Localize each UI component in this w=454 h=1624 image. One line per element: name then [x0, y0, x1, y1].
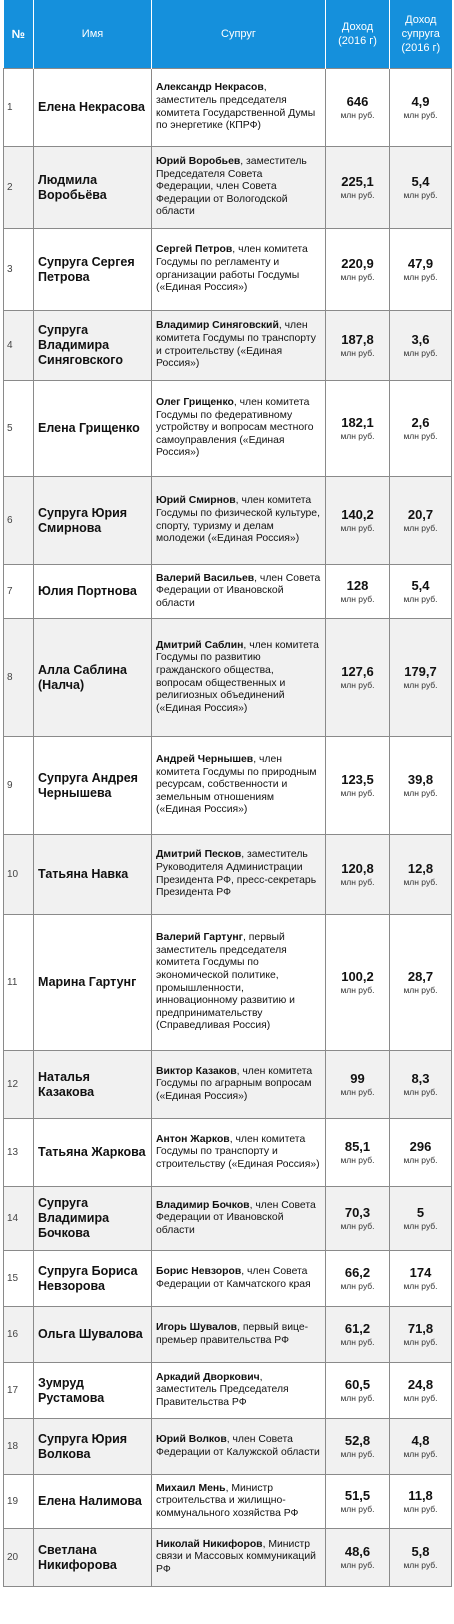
spouse-cell	[152, 1119, 326, 1187]
income-unit: млн руб.	[340, 985, 375, 995]
spouse-income-cell	[390, 1419, 452, 1475]
income-unit: млн руб.	[340, 523, 375, 533]
income-cell	[326, 915, 390, 1051]
income-value: 646	[346, 94, 369, 109]
row-number: 2	[4, 147, 34, 229]
table-row	[4, 835, 452, 915]
income-table	[3, 0, 452, 1587]
spouse-cell	[152, 147, 326, 229]
table-row	[4, 1307, 452, 1363]
spouse-cell	[152, 1187, 326, 1251]
income-unit: млн руб.	[340, 1281, 375, 1291]
spouse-income-cell	[390, 381, 452, 477]
spouse-cell	[152, 1363, 326, 1419]
income-cell	[326, 1363, 390, 1419]
table-row	[4, 381, 452, 477]
row-number: 3	[4, 229, 34, 311]
spouse-name: Дмитрий Песков	[156, 849, 242, 861]
spouse-name: Виктор Казаков	[156, 1065, 237, 1077]
row-number: 4	[4, 311, 34, 381]
spouse-income-cell	[390, 1529, 452, 1587]
income-unit: млн руб.	[340, 272, 375, 282]
spouse-description: , заместитель Председателя Совета Федерации, член Совета Федерации от Вологодской области	[156, 156, 307, 218]
spouse-description: , член Совета Федерации от Ивановской области	[156, 572, 321, 609]
person-name: Алла Саблина (Налча)	[34, 619, 152, 737]
spouse-income-unit: млн руб.	[403, 523, 438, 533]
row-number: 11	[4, 915, 34, 1051]
spouse-name: Николай Никифоров	[156, 1538, 263, 1550]
person-name: Супруга Юрия Волкова	[34, 1419, 152, 1475]
table-row	[4, 311, 452, 381]
person-name: Людмила Воробьёва	[34, 147, 152, 229]
spouse-income-unit: млн руб.	[403, 272, 438, 282]
income-cell	[326, 565, 390, 619]
income-value: 100,2	[341, 969, 374, 984]
spouse-description: , член комитета Госдумы по физической культуре, спорту, туризму и делам молодежи («Единая Россия»)	[156, 495, 320, 545]
person-name: Супруга Владимира Синяговского	[34, 311, 152, 381]
spouse-name: Михаил Мень	[156, 1482, 226, 1494]
spouse-description: , заместитель Руководителя Администрации Президента РФ, пресс-секретарь Президента РФ	[156, 849, 317, 899]
table-row	[4, 737, 452, 835]
spouse-income-value: 5,8	[411, 1544, 430, 1559]
spouse-cell	[152, 737, 326, 835]
table-row	[4, 147, 452, 229]
spouse-income-unit: млн руб.	[403, 1449, 438, 1459]
income-cell	[326, 835, 390, 915]
income-value: 51,5	[344, 1488, 371, 1503]
person-name: Супруга Сергея Петрова	[34, 229, 152, 311]
income-value: 127,6	[341, 664, 374, 679]
income-unit: млн руб.	[340, 1449, 375, 1459]
income-value: 48,6	[344, 1544, 371, 1559]
spouse-name: Валерий Гартунг	[156, 932, 244, 944]
person-name: Супруга Юрия Смирнова	[34, 477, 152, 565]
row-number: 1	[4, 69, 34, 147]
spouse-income-value: 8,3	[411, 1071, 430, 1086]
table-row	[4, 477, 452, 565]
spouse-name: Антон Жарков	[156, 1133, 230, 1145]
spouse-description: , член комитета Госдумы по регламенту и организации работы Госдумы («Единая Россия»)	[156, 244, 308, 294]
spouse-cell	[152, 311, 326, 381]
spouse-income-value: 179,7	[404, 664, 437, 679]
row-number: 19	[4, 1475, 34, 1529]
income-cell	[326, 619, 390, 737]
spouse-income-unit: млн руб.	[403, 110, 438, 120]
spouse-cell	[152, 1307, 326, 1363]
income-cell	[326, 1307, 390, 1363]
spouse-income-value: 3,6	[411, 332, 430, 347]
spouse-income-cell	[390, 619, 452, 737]
spouse-description: , член Совета Федерации от Калужской области	[156, 1433, 320, 1458]
income-cell	[326, 229, 390, 311]
spouse-income-cell	[390, 1187, 452, 1251]
spouse-name: Андрей Чернышев	[156, 754, 254, 766]
spouse-income-cell	[390, 311, 452, 381]
spouse-description: , член комитета Госдумы по федеративному устройству и вопросам местного самоуправления («Единая Россия»)	[156, 397, 314, 459]
spouse-income-value: 20,7	[407, 507, 434, 522]
spouse-income-cell	[390, 477, 452, 565]
row-number: 20	[4, 1529, 34, 1587]
row-number: 17	[4, 1363, 34, 1419]
table-row	[4, 1529, 452, 1587]
income-unit: млн руб.	[340, 431, 375, 441]
spouse-description: , член комитета Госдумы по транспорту и строительству («Единая Россия»)	[156, 1133, 320, 1170]
row-number: 13	[4, 1119, 34, 1187]
spouse-income-cell	[390, 1307, 452, 1363]
spouse-income-unit: млн руб.	[403, 348, 438, 358]
income-value: 128	[346, 578, 369, 593]
spouse-cell	[152, 619, 326, 737]
spouse-cell	[152, 1419, 326, 1475]
spouse-name: Юрий Смирнов	[156, 495, 236, 507]
row-number: 14	[4, 1187, 34, 1251]
income-value: 225,1	[341, 174, 374, 189]
spouse-income-cell	[390, 1119, 452, 1187]
person-name: Светлана Никифорова	[34, 1529, 152, 1587]
income-unit: млн руб.	[340, 1087, 375, 1097]
spouse-income-cell	[390, 1363, 452, 1419]
spouse-description: , член комитета Госдумы по транспорту и строительству («Единая Россия»)	[156, 320, 316, 370]
income-unit: млн руб.	[340, 1221, 375, 1231]
row-number: 18	[4, 1419, 34, 1475]
spouse-income-unit: млн руб.	[403, 680, 438, 690]
spouse-income-unit: млн руб.	[403, 1337, 438, 1347]
table-row	[4, 229, 452, 311]
income-unit: млн руб.	[340, 1337, 375, 1347]
spouse-income-unit: млн руб.	[403, 1504, 438, 1514]
income-value: 220,9	[341, 256, 374, 271]
spouse-income-unit: млн руб.	[403, 594, 438, 604]
income-unit: млн руб.	[340, 348, 375, 358]
table-row	[4, 1119, 452, 1187]
spouse-income-value: 5	[416, 1205, 425, 1220]
spouse-description: , член комитета Госдумы по развитию гражданского общества, вопросам общественных и религиозных объединений («Единая Россия»)	[156, 639, 319, 714]
table-row	[4, 69, 452, 147]
income-cell	[326, 381, 390, 477]
spouse-income-cell	[390, 69, 452, 147]
spouse-income-cell	[390, 835, 452, 915]
row-number: 15	[4, 1251, 34, 1307]
spouse-description: , заместитель Председателя Правительства РФ	[156, 1371, 289, 1408]
spouse-income-value: 174	[409, 1265, 432, 1280]
spouse-cell	[152, 229, 326, 311]
income-value: 99	[350, 1071, 365, 1086]
person-name: Супруга Владимира Бочкова	[34, 1187, 152, 1251]
spouse-income-unit: млн руб.	[403, 431, 438, 441]
spouse-cell	[152, 477, 326, 565]
income-cell	[326, 1051, 390, 1119]
spouse-description: , Министр связи и Массовых коммуникаций РФ	[156, 1538, 316, 1575]
spouse-income-value: 2,6	[411, 415, 430, 430]
income-value: 70,3	[344, 1205, 371, 1220]
spouse-description: , член комитета Госдумы по аграрным вопросам («Единая Россия»)	[156, 1065, 313, 1102]
person-name: Татьяна Жаркова	[34, 1119, 152, 1187]
row-number: 6	[4, 477, 34, 565]
spouse-income-unit: млн руб.	[403, 788, 438, 798]
spouse-name: Юрий Волков	[156, 1433, 227, 1445]
income-value: 140,2	[341, 507, 374, 522]
spouse-income-value: 11,8	[408, 1488, 433, 1503]
table-row	[4, 915, 452, 1051]
spouse-cell	[152, 381, 326, 477]
person-name: Татьяна Навка	[34, 835, 152, 915]
income-unit: млн руб.	[340, 110, 375, 120]
spouse-cell	[152, 1475, 326, 1529]
table-row	[4, 565, 452, 619]
spouse-income-cell	[390, 1051, 452, 1119]
income-cell	[326, 147, 390, 229]
income-unit: млн руб.	[340, 1393, 375, 1403]
spouse-description: , член Совета Федерации от Ивановской области	[156, 1199, 316, 1236]
spouse-cell	[152, 1529, 326, 1587]
income-value: 85,1	[344, 1139, 371, 1154]
spouse-income-cell	[390, 565, 452, 619]
spouse-income-value: 5,4	[411, 174, 430, 189]
income-unit: млн руб.	[340, 1560, 375, 1570]
income-value: 52,8	[344, 1433, 371, 1448]
person-name: Марина Гартунг	[34, 915, 152, 1051]
row-number: 7	[4, 565, 34, 619]
header-name: Имя	[34, 0, 152, 69]
income-value: 66,2	[344, 1265, 371, 1280]
income-cell	[326, 737, 390, 835]
spouse-income-unit: млн руб.	[403, 985, 438, 995]
spouse-cell	[152, 915, 326, 1051]
income-unit: млн руб.	[340, 788, 375, 798]
spouse-name: Дмитрий Саблин	[156, 639, 244, 651]
income-cell	[326, 477, 390, 565]
income-cell	[326, 1119, 390, 1187]
spouse-income-unit: млн руб.	[403, 1281, 438, 1291]
person-name: Наталья Казакова	[34, 1051, 152, 1119]
row-number: 8	[4, 619, 34, 737]
income-cell	[326, 1187, 390, 1251]
spouse-income-value: 28,7	[407, 969, 434, 984]
row-number: 16	[4, 1307, 34, 1363]
spouse-income-value: 4,9	[411, 94, 430, 109]
income-unit: млн руб.	[340, 680, 375, 690]
spouse-income-unit: млн руб.	[403, 190, 438, 200]
table-row	[4, 1187, 452, 1251]
person-name: Елена Налимова	[34, 1475, 152, 1529]
spouse-income-unit: млн руб.	[403, 1087, 438, 1097]
income-value: 60,5	[344, 1377, 371, 1392]
income-value: 120,8	[341, 861, 374, 876]
spouse-cell	[152, 1251, 326, 1307]
spouse-description: , первый заместитель председателя комитета Госдумы по экономической политике, промышленности, инновационному развитию и предпринимательству (Справедливая Россия)	[156, 932, 295, 1032]
spouse-income-cell	[390, 1251, 452, 1307]
table-row	[4, 1419, 452, 1475]
income-unit: млн руб.	[340, 1155, 375, 1165]
table-row	[4, 1251, 452, 1307]
spouse-name: Владимир Синяговский	[156, 320, 279, 332]
income-value: 61,2	[344, 1321, 371, 1336]
spouse-income-cell	[390, 1475, 452, 1529]
spouse-income-value: 296	[409, 1139, 432, 1154]
income-cell	[326, 1529, 390, 1587]
spouse-income-value: 24,8	[407, 1377, 434, 1392]
spouse-description: , член Совета Федерации от Камчатского края	[156, 1265, 311, 1290]
row-number: 12	[4, 1051, 34, 1119]
spouse-income-value: 5,4	[411, 578, 430, 593]
person-name: Зумруд Рустамова	[34, 1363, 152, 1419]
spouse-description: , член комитета Госдумы по природным ресурсам, собственности и земельным отношениям («Единая Россия»)	[156, 754, 317, 816]
spouse-name: Борис Невзоров	[156, 1265, 242, 1277]
spouse-name: Владимир Бочков	[156, 1199, 250, 1211]
spouse-income-unit: млн руб.	[403, 1560, 438, 1570]
table-row	[4, 619, 452, 737]
income-unit: млн руб.	[340, 190, 375, 200]
spouse-name: Юрий Воробьев	[156, 156, 241, 168]
spouse-description: , Министр строительства и жилищно-коммунального хозяйства РФ	[156, 1482, 299, 1519]
spouse-cell	[152, 565, 326, 619]
header-row	[4, 0, 452, 69]
header-number: №	[4, 0, 34, 69]
spouse-cell	[152, 69, 326, 147]
spouse-name: Александр Некрасов	[156, 82, 264, 94]
spouse-income-value: 71,8	[407, 1321, 434, 1336]
spouse-income-cell	[390, 229, 452, 311]
spouse-cell	[152, 1051, 326, 1119]
income-value: 187,8	[341, 332, 374, 347]
income-unit: млн руб.	[340, 1504, 375, 1514]
spouse-income-unit: млн руб.	[403, 1221, 438, 1231]
spouse-description: , первый вице-премьер правительства РФ	[156, 1321, 309, 1346]
person-name: Елена Некрасова	[34, 69, 152, 147]
spouse-income-value: 12,8	[407, 861, 434, 876]
spouse-income-value: 4,8	[411, 1433, 430, 1448]
income-cell	[326, 1251, 390, 1307]
income-value: 182,1	[341, 415, 374, 430]
income-unit: млн руб.	[340, 594, 375, 604]
income-cell	[326, 1475, 390, 1529]
income-cell	[326, 69, 390, 147]
row-number: 5	[4, 381, 34, 477]
spouse-name: Олег Грищенко	[156, 397, 234, 409]
spouse-name: Валерий Васильев	[156, 572, 255, 584]
person-name: Супруга Бориса Невзорова	[34, 1251, 152, 1307]
person-name: Супруга Андрея Чернышева	[34, 737, 152, 835]
header-spouse: Супруг	[152, 0, 326, 69]
spouse-income-cell	[390, 147, 452, 229]
table-body	[4, 69, 452, 1587]
income-value: 123,5	[341, 772, 374, 787]
spouse-income-unit: млн руб.	[403, 877, 438, 887]
spouse-cell	[152, 835, 326, 915]
spouse-name: Сергей Петров	[156, 244, 233, 256]
spouse-income-value: 47,9	[407, 256, 434, 271]
table-row	[4, 1475, 452, 1529]
spouse-income-unit: млн руб.	[403, 1393, 438, 1403]
header-income: Доход (2016 г)	[326, 0, 390, 69]
person-name: Юлия Портнова	[34, 565, 152, 619]
spouse-name: Игорь Шувалов	[156, 1321, 238, 1333]
header-spouse-income: Доход супруга (2016 г)	[390, 0, 452, 69]
income-cell	[326, 1419, 390, 1475]
spouse-name: Аркадий Дворкович	[156, 1371, 260, 1383]
row-number: 10	[4, 835, 34, 915]
income-unit: млн руб.	[340, 877, 375, 887]
income-cell	[326, 311, 390, 381]
table-row	[4, 1363, 452, 1419]
spouse-income-cell	[390, 737, 452, 835]
spouse-income-unit: млн руб.	[403, 1155, 438, 1165]
table-row	[4, 1051, 452, 1119]
person-name: Елена Грищенко	[34, 381, 152, 477]
spouse-income-value: 39,8	[407, 772, 434, 787]
spouse-income-cell	[390, 915, 452, 1051]
person-name: Ольга Шувалова	[34, 1307, 152, 1363]
spouse-description: , заместитель председателя комитета Государственной Думы по энергетике (КПРФ)	[156, 82, 316, 132]
row-number: 9	[4, 737, 34, 835]
